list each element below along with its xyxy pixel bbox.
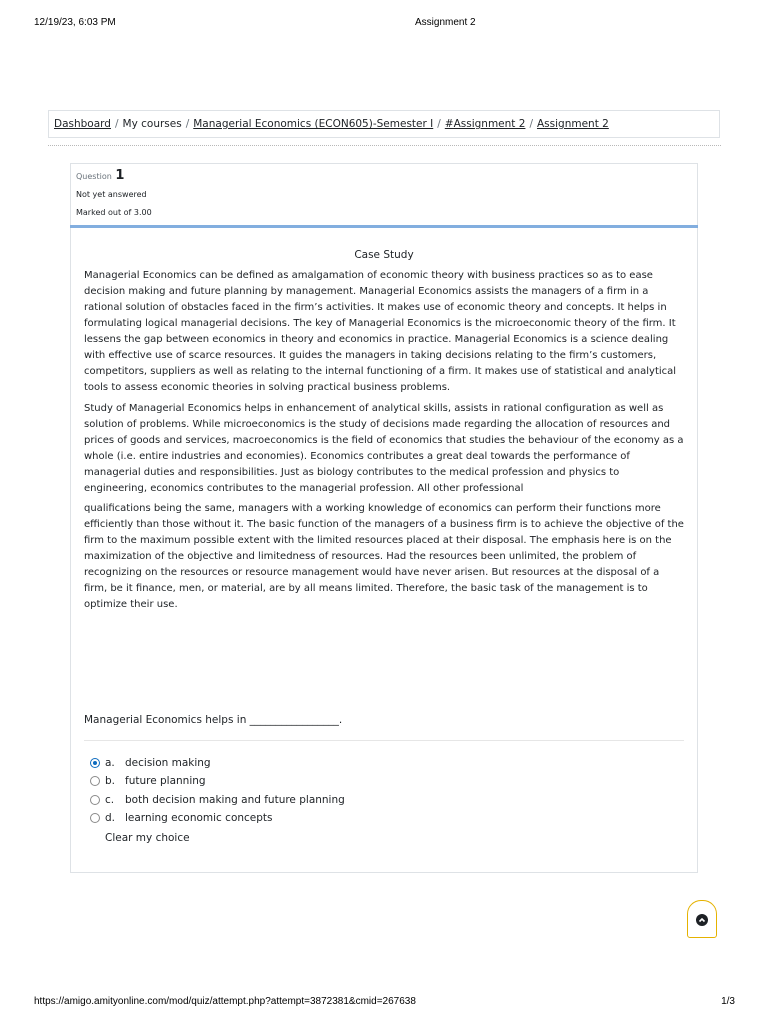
radio-button[interactable] <box>90 758 100 768</box>
option-text: both decision making and future planning <box>125 794 345 806</box>
breadcrumb-section[interactable]: #Assignment 2 <box>444 118 526 130</box>
question-grade: Marked out of 3.00 <box>76 208 152 217</box>
radio-button[interactable] <box>90 813 100 823</box>
breadcrumb-separator: / <box>437 118 441 130</box>
option-letter: a. <box>105 757 115 769</box>
breadcrumb-separator: / <box>185 118 190 130</box>
print-datetime: 12/19/23, 6:03 PM <box>34 17 116 28</box>
back-to-top-button[interactable] <box>687 900 717 938</box>
option-letter: d. <box>105 812 116 824</box>
breadcrumb <box>48 110 720 138</box>
chevron-up-icon <box>696 914 708 926</box>
print-title: Assignment 2 <box>415 17 476 28</box>
option-text: learning economic concepts <box>125 812 273 824</box>
print-footer <box>0 996 768 1010</box>
breadcrumb-separator: / <box>114 118 119 130</box>
case-paragraph: Managerial Economics can be defined as amalgamation of economic theory with business practices so as to ease decision making and future planning by management. Managerial Economics assists the managers of a firm in a rational solution of obstacles faced in the firm’s activities. It makes use of economic theory and concepts. It helps in formulating logical managerial decisions. The key of Managerial Economics is the microeconomic theory of the firm. It lessens the gap between economics in theory and economics in practice. Managerial Economics is a science dealing with effective use of scarce resources. It guides the managers in taking decisions relating to the firm’s customers, competitors, suppliers as well as relating to the internal functioning of a firm. It makes use of statistical and analytical tools to assess economic theories in solving practical business problems. <box>84 270 677 393</box>
question-prefix: Question <box>76 172 112 181</box>
radio-button[interactable] <box>90 795 100 805</box>
radio-button[interactable] <box>90 776 100 786</box>
print-header <box>0 17 768 31</box>
option-letter: b. <box>105 775 116 787</box>
case-paragraph: qualifications being the same, managers with a working knowledge of economics can perform their functions more efficiently than those without it. The basic function of the managers of a business firm is to achieve the objective of the firm to the maximum possible extent with the limited resources placed at their disposal. The emphasis here is on the maximization of the objective and limitedness of resources. Had the resources been unlimited, the problem of recognizing on the resources or resource management would have never arisen. But resources at the disposal of a firm, be it finance, men, or material, are by all means limited. Therefore, the basic task of the management is to optimize their use. <box>84 503 684 610</box>
question-state: Not yet answered <box>76 190 147 199</box>
option-letter: c. <box>105 794 115 806</box>
option-text: future planning <box>125 775 206 787</box>
breadcrumb-my-courses: My courses <box>122 118 182 130</box>
case-paragraph: Study of Managerial Economics helps in enhancement of analytical skills, assists in rational configuration as well as solution of problems. While microeconomics is the study of decisions made regarding the allocation of resources and prices of goods and services, macroeconomics is the field of economics that studies the behaviour of the economy as a whole (i.e. entire industries and economies). Economics contributes a great deal towards the performance of managerial duties and responsibilities. Just as biology contributes to the medical profession and physics to engineering, economics contributes to the managerial profession. All other professional <box>84 403 684 494</box>
print-page-number: 1/3 <box>721 996 735 1007</box>
question-info <box>70 163 698 225</box>
clear-choice-link[interactable]: Clear my choice <box>105 832 190 844</box>
print-url: https://amigo.amityonline.com/mod/quiz/attempt.php?attempt=3872381&cmid=267638 <box>34 996 416 1007</box>
divider <box>48 145 721 146</box>
question-prompt: Managerial Economics helps in _________________. <box>84 714 343 726</box>
case-study-title: Case Study <box>354 249 414 261</box>
breadcrumb-assignment[interactable]: Assignment 2 <box>536 118 609 130</box>
breadcrumb-separator: / <box>529 118 533 130</box>
option-text: decision making <box>125 757 211 769</box>
question-number <box>76 168 124 183</box>
breadcrumb-course[interactable]: Managerial Economics (ECON605)-Semester I <box>193 118 434 130</box>
question-number-value: 1 <box>115 168 125 183</box>
breadcrumb-dashboard[interactable]: Dashboard <box>54 118 111 130</box>
answer-divider <box>84 740 684 741</box>
